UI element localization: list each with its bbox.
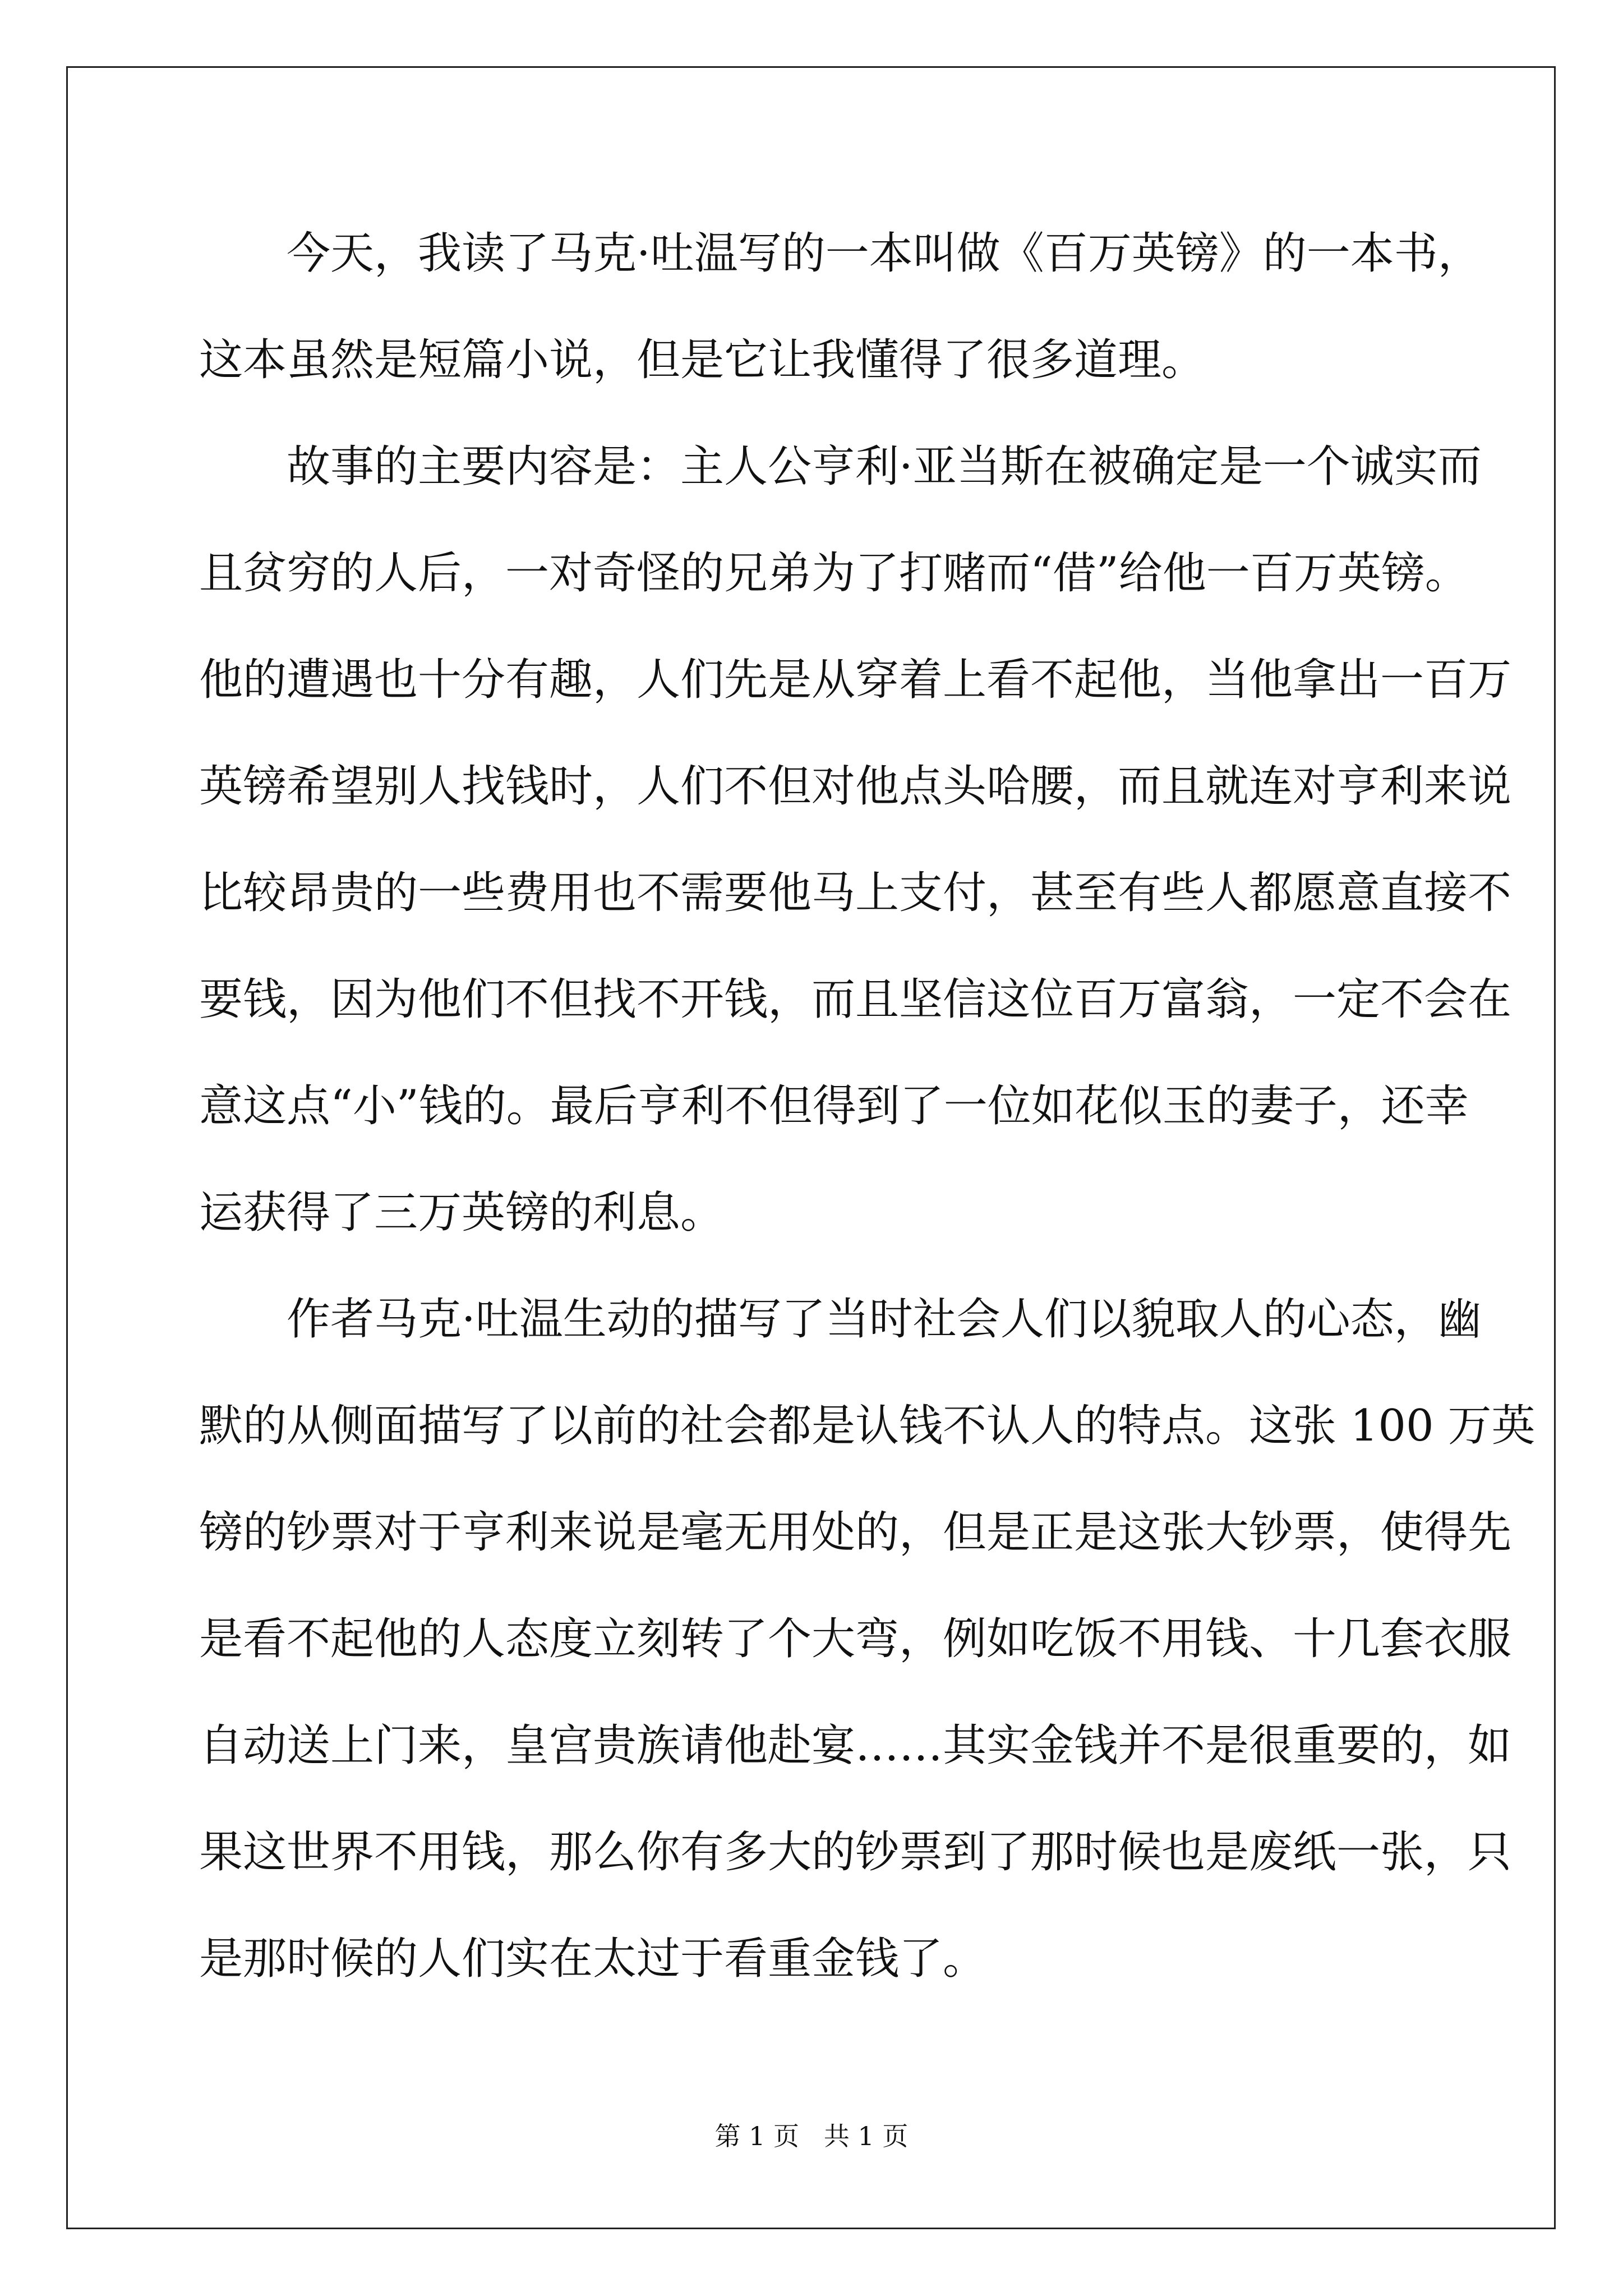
- text-line: 默的从侧面描写了以前的社会都是认钱不认人的特点。这张 100 万英: [199, 1401, 1536, 1451]
- text-line: 意这点“小”钱的。最后亨利不但得到了一位如花似玉的妻子，还幸: [199, 1081, 1469, 1131]
- page-number-label: 第 1 页 共 1 页: [714, 2121, 909, 2151]
- text-line: 镑的钞票对于亨利来说是毫无用处的，但是正是这张大钞票，使得先: [199, 1507, 1512, 1558]
- document-body: [199, 220, 1536, 2032]
- text-line: 今天，我读了马克·吐温写的一本叫做《百万英镑》的一本书，: [287, 228, 1482, 279]
- text-line: 是那时候的人们实在太过于看重金钱了。: [199, 1934, 987, 1984]
- text-line: 自动送上门来，皇宫贵族请他赴宴……其实金钱并不是很重要的，如: [199, 1720, 1512, 1771]
- text-line: 这本虽然是短篇小说，但是它让我懂得了很多道理。: [199, 335, 1206, 385]
- text-line: 他的遭遇也十分有趣，人们先是从穿着上看不起他，当他拿出一百万: [199, 655, 1512, 705]
- text-line: 比较昂贵的一些费用也不需要他马上支付，甚至有些人都愿意直接不: [199, 868, 1512, 918]
- text-line: 要钱，因为他们不但找不开钱，而且坚信这位百万富翁，一定不会在: [199, 974, 1512, 1025]
- text-line: 运获得了三万英镑的利息。: [199, 1188, 725, 1238]
- text-line: 是看不起他的人态度立刻转了个大弯，例如吃饭不用钱、十几套衣服: [199, 1614, 1512, 1664]
- text-line: 且贫穷的人后，一对奇怪的兄弟为了打赌而“借”给他一百万英镑。: [199, 548, 1469, 599]
- text-line: 果这世界不用钱，那么你有多大的钞票到了那时候也是废纸一张，只: [199, 1827, 1512, 1878]
- text-line: 作者马克·吐温生动的描写了当时社会人们以貌取人的心态，幽: [287, 1294, 1482, 1345]
- text-line: 故事的主要内容是：主人公亨利·亚当斯在被确定是一个诚实而: [287, 441, 1482, 492]
- page-footer: [0, 2119, 1623, 2153]
- text-line: 英镑希望别人找钱时，人们不但对他点头哈腰，而且就连对亨利来说: [199, 761, 1512, 812]
